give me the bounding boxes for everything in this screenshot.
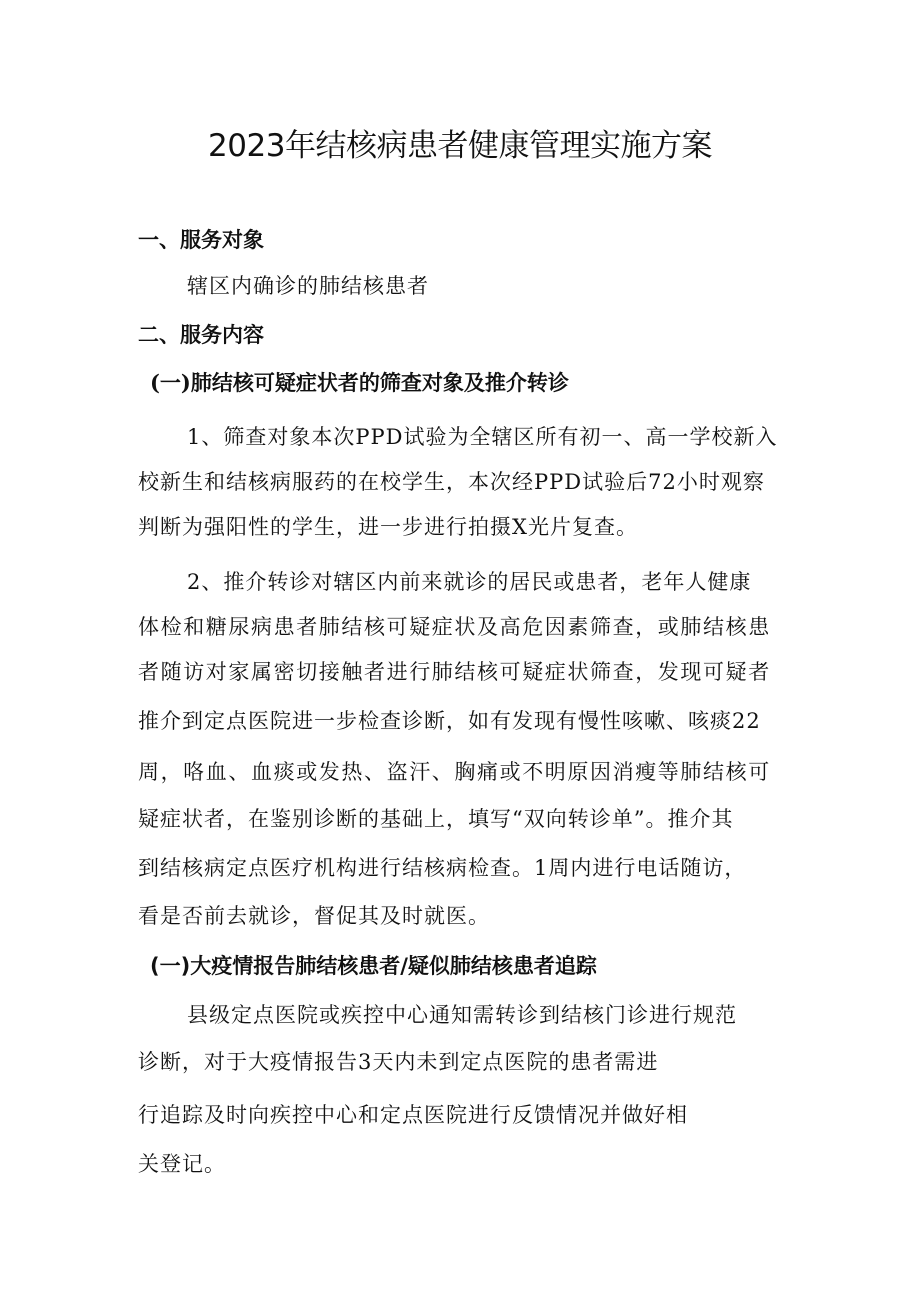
paragraph-line: 看是否前去就诊，督促其及时就医。 [138, 904, 490, 928]
paragraph-line: 判断为强阳性的学生，进一步进行拍摄X光片复查。 [138, 515, 638, 539]
subsection-heading-screening: (一)肺结核可疑症状者的筛查对象及推介转诊 [150, 370, 569, 395]
section-heading-service-target: 一、服务对象 [138, 228, 264, 252]
paragraph-line: 到结核病定点医疗机构进行结核病检查。1周内进行电话随访， [138, 856, 747, 880]
paragraph-line: 诊断，对于大疫情报告3天内未到定点医院的患者需进 [138, 1050, 659, 1074]
paragraph-line: 疑症状者，在鉴别诊断的基础上，填写“双向转诊单”。推介其 [138, 807, 734, 831]
paragraph-line: 行追踪及时向疾控中心和定点医院进行反馈情况并做好相 [138, 1103, 688, 1127]
paragraph-line: 2、推介转诊对辖区内前来就诊的居民或患者，老年人健康 [187, 570, 752, 594]
service-target-text: 辖区内确诊的肺结核患者 [187, 274, 429, 298]
document-title: 2023年结核病患者健康管理实施方案 [208, 128, 712, 164]
paragraph-line: 者随访对家属密切接触者进行肺结核可疑症状筛查，发现可疑者 [138, 660, 771, 684]
paragraph-line: 校新生和结核病服药的在校学生，本次经PPD试验后72小时观察 [138, 470, 765, 494]
paragraph-line: 关登记。 [138, 1152, 226, 1176]
paragraph-line: 体检和糖尿病患者肺结核可疑症状及高危因素筛查，或肺结核患 [138, 615, 771, 639]
section-heading-service-content: 二、服务内容 [138, 323, 264, 347]
paragraph-line: 1、筛查对象本次PPD试验为全辖区所有初一、高一学校新入 [187, 425, 778, 449]
paragraph-line: 县级定点医院或疾控中心通知需转诊到结核门诊进行规范 [187, 1003, 737, 1027]
subsection-heading-tracking: (一)大疫情报告肺结核患者/疑似肺结核患者追踪 [150, 954, 597, 978]
paragraph-line: 周，咯血、血痰或发热、盗汗、胸痛或不明原因消瘦等肺结核可 [138, 760, 771, 784]
paragraph-line: 推介到定点医院进一步检查诊断，如有发现有慢性咳嗽、咳痰22 [138, 709, 761, 733]
